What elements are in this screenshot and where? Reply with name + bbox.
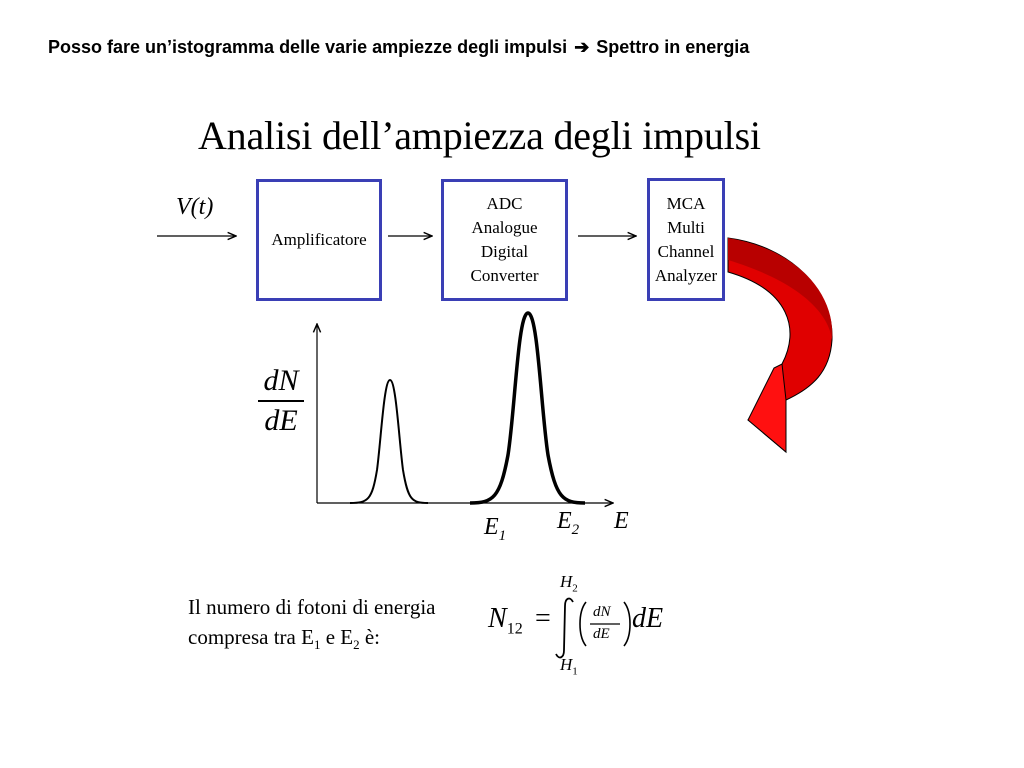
statement-line-2: compresa tra $E_1$ e $E_2$ è: [188,625,381,653]
right-paren [624,602,630,646]
input-signal-label: V(t) [176,194,214,220]
adc-line-2: Analogue [471,218,538,237]
left-paren [580,602,586,646]
y-label-fraction-bar [258,400,304,402]
mca-line-2: Multi [667,217,705,237]
y-label-denominator: dE [264,404,298,437]
diagram-heading: Analisi dell’ampiezza degli impulsi [198,113,761,158]
mca-line-4: Analyzer [654,265,718,285]
formula-differential: dE [632,603,664,634]
statement-line-1: Il numero di fotoni di energia [188,595,436,619]
right-arrow-icon: ➔ [574,37,590,57]
formula-lhs: $N_{12}$ [488,603,523,638]
lower-limit: $H_1$ [560,655,578,678]
adc-line-3: Digital [480,242,529,261]
adc-line-1: ADC [486,194,523,213]
integrand-numerator: dN [593,604,611,620]
y-label-numerator: dN [263,364,299,397]
upper-limit: $H_2$ [560,572,578,595]
y-axis-label [258,364,304,438]
e1-label: $E_1$ [484,514,507,544]
formula-statement [188,592,435,660]
x-axis-label: E [614,508,629,534]
mca-line-1: MCA [666,193,706,213]
integral-sign [556,599,573,658]
slide-title-result: Spettro in energia [596,37,750,57]
formula-equals: = [535,603,551,634]
adc-line-4: Converter [470,266,539,285]
amplifier-label: Amplificatore [271,230,367,249]
integrand-denominator: dE [593,626,610,642]
small-peak-curve [350,380,428,503]
slide-title-text: Posso fare un’istogramma delle varie ampiezze degli impulsi [48,37,568,57]
curved-arrow-icon [728,238,832,452]
large-peak-curve [470,313,585,503]
e2-label: $E_2$ [557,508,580,538]
mca-line-3: Channel [657,241,715,261]
